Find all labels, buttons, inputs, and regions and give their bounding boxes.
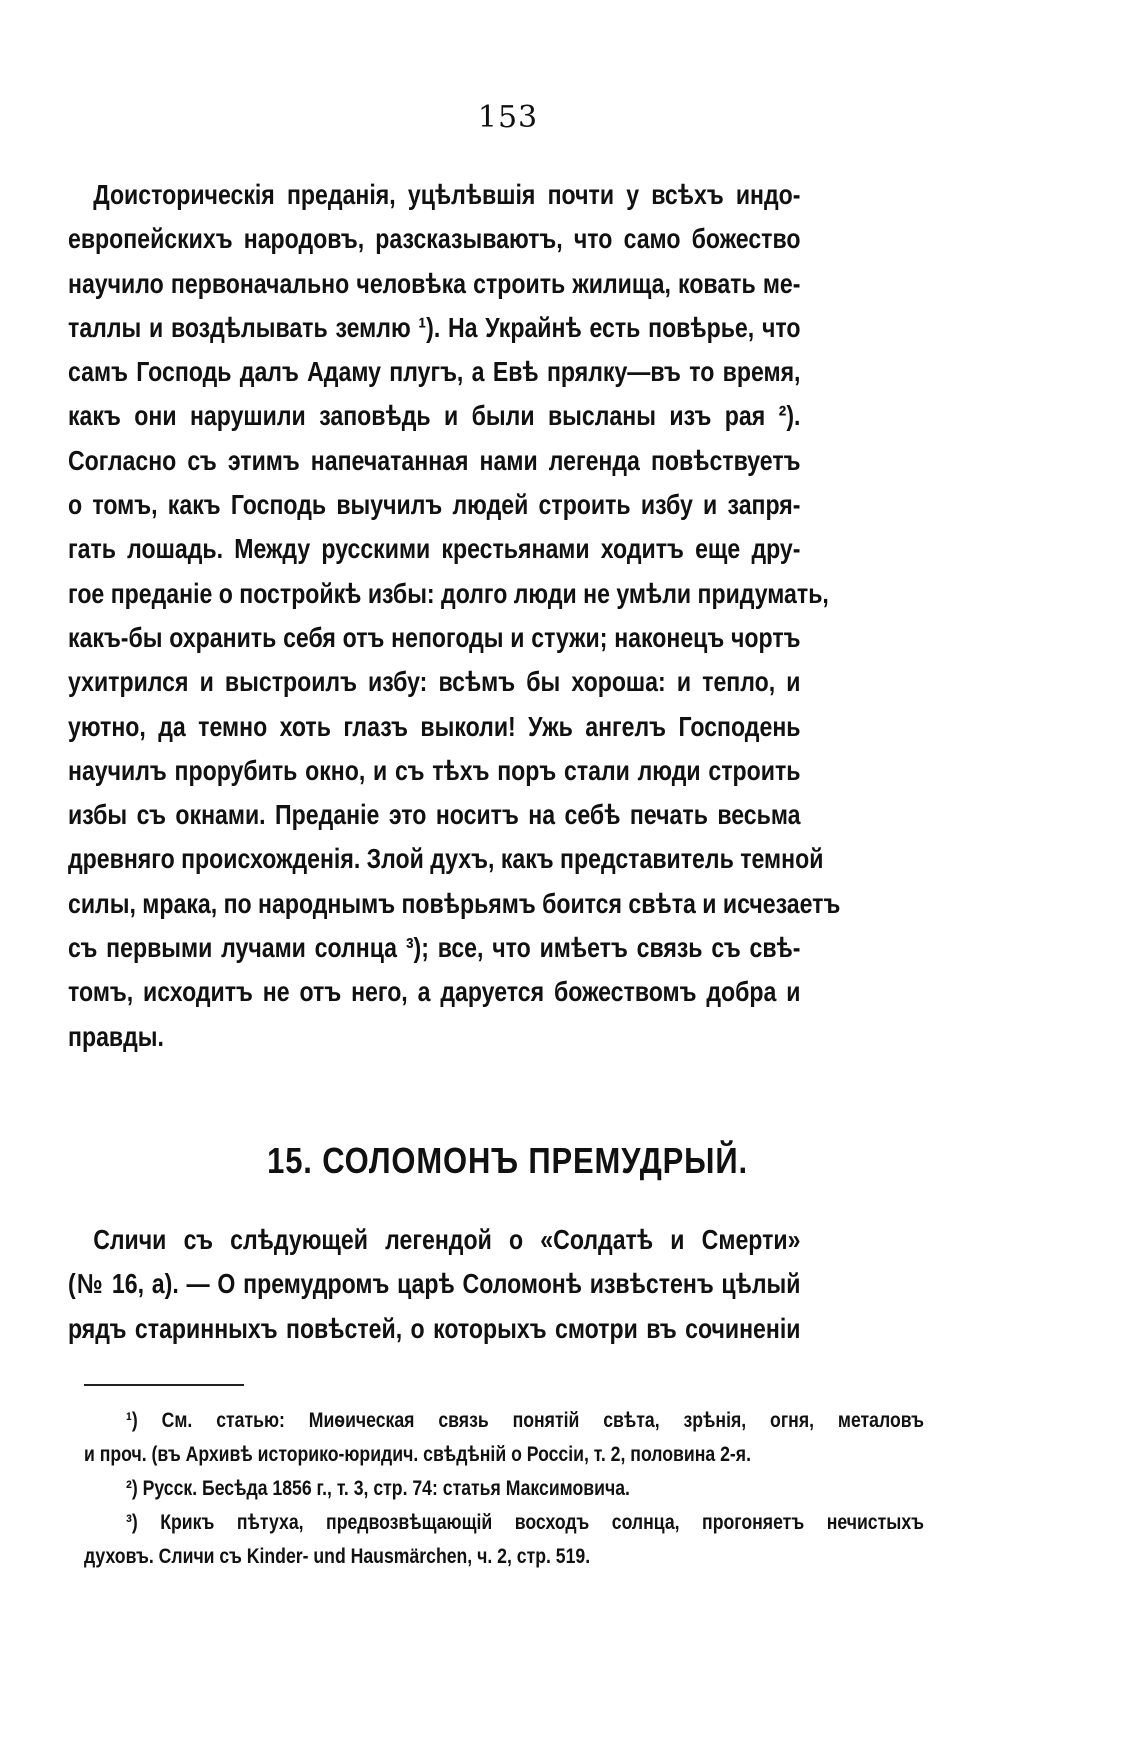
text-line: избы съ окнами. Преданіе это носитъ на себѣ печать весьма (68, 799, 801, 831)
section-heading (0, 1140, 1016, 1182)
text-line: какъ они нарушили заповѣдь и были высланы изъ рая ²). (68, 400, 801, 432)
footnote-line: и проч. (въ Архивѣ историко-юридич. свѣдѣній о Россіи, т. 2, половина 2-я. (84, 1443, 751, 1466)
footnote-line: духовъ. Сличи съ Kinder- und Hausmärchen, ч. 2, стр. 519. (84, 1545, 591, 1568)
text-line: уютно, да темно хоть глазъ выколи! Ужь ангелъ Господень (68, 710, 801, 742)
paragraph-1 (68, 173, 841, 1059)
text-line: ухитрился и выстроилъ избу: всѣмъ бы хороша: и тепло, и (68, 666, 801, 698)
section-heading-text: 15. СОЛОМОНЪ ПРЕМУДРЫЙ. (267, 1140, 749, 1181)
text-line: о томъ, какъ Господь выучилъ людей строить избу и запря- (68, 489, 801, 521)
paragraph-2 (68, 1218, 800, 1351)
footnote-line: ²) Русск. Бесѣда 1856 г., т. 3, стр. 74: статья Максимовича. (126, 1477, 630, 1500)
text-line: гое преданіе о постройкѣ избы: долго люди не умѣли придумать, (68, 577, 829, 609)
text-line: самъ Господь далъ Адаму плугъ, а Евѣ прялку—въ то время, (68, 356, 801, 388)
page-number: 153 (477, 100, 539, 135)
text-line: гать лошадь. Между русскими крестьянами ходитъ еще дру- (68, 533, 801, 565)
text-line: рядъ старинныхъ повѣстей, о которыхъ смотри въ сочиненіи (68, 1312, 801, 1344)
text-line: съ первыми лучами солнца ³); все, что имѣетъ связь съ свѣ- (68, 932, 801, 964)
footnotes (84, 1404, 924, 1574)
footnote-line: ³) Крикъ пѣтуха, предвозвѣщающій восходъ солнца, прогоняетъ нечистыхъ (126, 1511, 924, 1534)
text-line: таллы и воздѣлывать землю ¹). На Украйнѣ есть повѣрье, что (68, 311, 801, 343)
text-line: научило первоначально человѣка строить жилища, ковать ме- (68, 267, 801, 299)
text-line: правды. (68, 1020, 164, 1052)
text-line: европейскихъ народовъ, разсказываютъ, что само божество (68, 223, 801, 255)
text-line: Сличи съ слѣдующей легендой о «Солдатѣ и Смерти» (93, 1224, 801, 1255)
footnote-line: ¹) См. статью: Миѳическая связь понятій свѣта, зрѣнія, огня, металовъ (126, 1409, 924, 1432)
text-line: научилъ прорубить окно, и съ тѣхъ поръ стали люди строить (68, 754, 801, 786)
text-line: древняго происхожденія. Злой духъ, какъ представитель темной (68, 843, 824, 875)
footnote-divider (84, 1384, 244, 1386)
text-line: Доисторическія преданія, уцѣлѣвшія почти у всѣхъ индо- (93, 179, 801, 210)
text-line: какъ-бы охранить себя отъ непогоды и стужи; наконецъ чортъ (68, 621, 801, 653)
text-line: силы, мрака, по народнымъ повѣрьямъ боится свѣта и исчезаетъ (68, 887, 841, 919)
text-line: томъ, исходитъ не отъ него, а даруется божествомъ добра и (68, 976, 801, 1008)
text-line: (№ 16, а). — О премудромъ царѣ Соломонѣ извѣстенъ цѣлый (68, 1268, 801, 1300)
text-line: Согласно съ этимъ напечатанная нами легенда повѣствуетъ (68, 444, 801, 476)
